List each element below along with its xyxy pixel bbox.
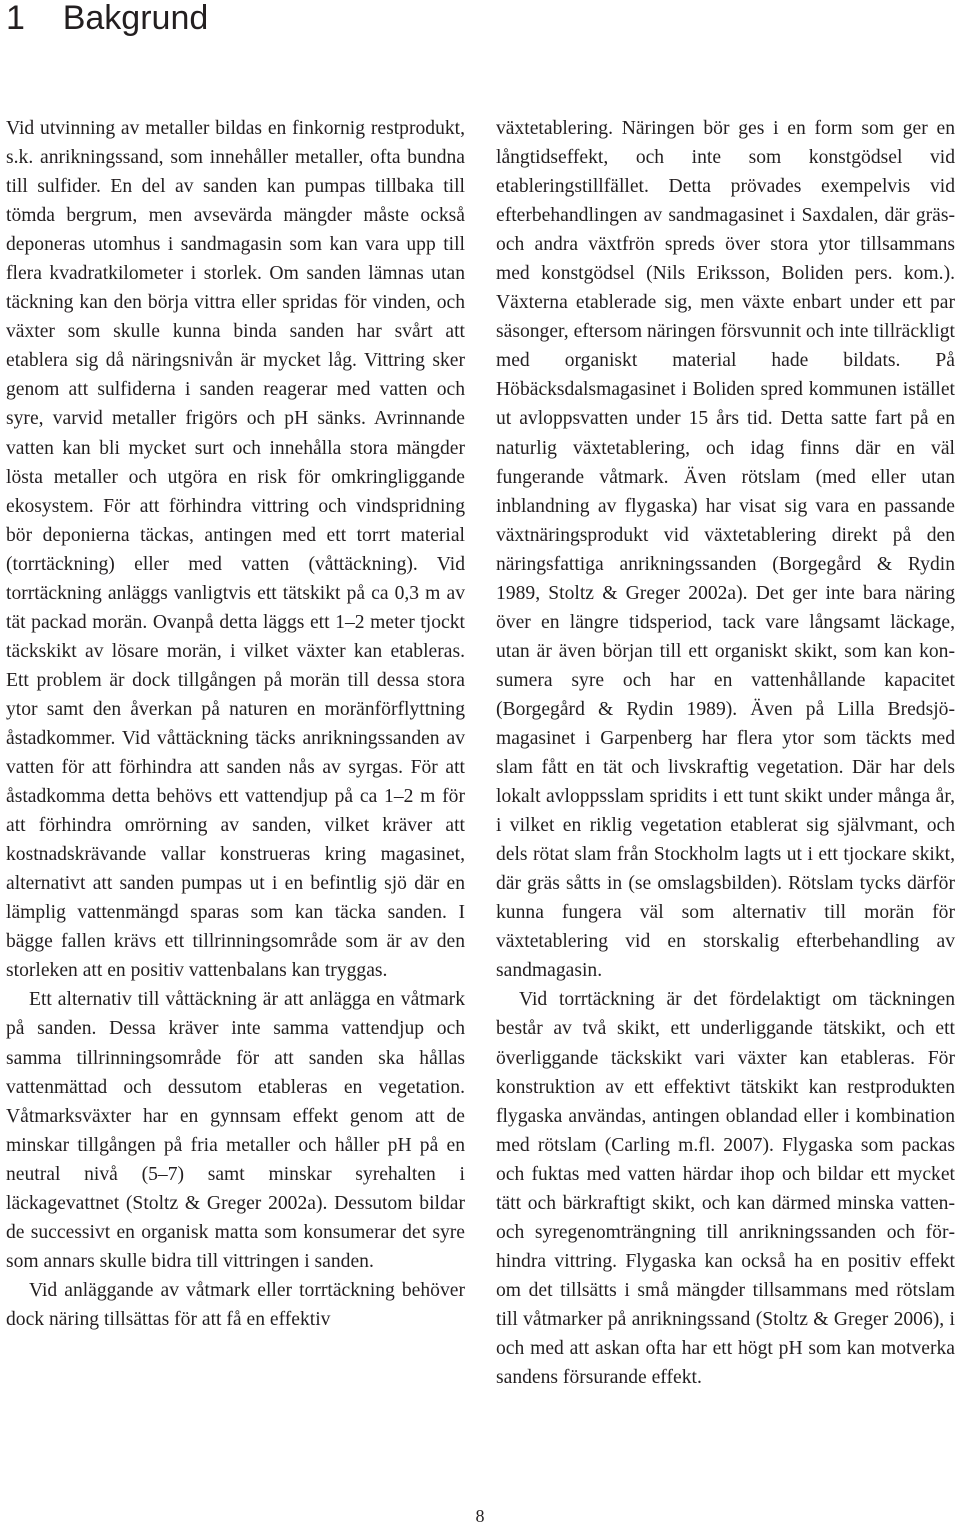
paragraph: växtetablering. Näringen bör ges i en form som ger en långtidseffekt, och inte som konstgödsel vid etableringstillfället. Detta prövades exempelvis vid efterbehandlingen av sandmagasinet i Saxdalen, där gräs- och andra växtfrön spreds över stora ytor tillsammans med konstgödsel (Nils Eriksson, Boliden pers. kom.). Växterna etablerade sig, men växte enbart under ett par säsonger, eftersom näringen försvunnit och inte tillräckligt med organiskt material hade bildats. På Höbäcksdalsmagasinet i Boliden spred kommunen istället ut avloppsvatten under 15 års tid. Detta satte fart på en naturlig växtetablering, och idag finns där en väl fungerande våtmark. Även rötslam (med eller utan inblandning av flygaska) har visat sig vara en passande växtnäringsprodukt vid växtetablering direkt på den näringsfattiga anrikningssanden (Borgegård & Rydin 1989, Stoltz & Greger 2002a). Det ger inte bara näring över en längre tidsperiod, tack vare långsamt läckage, utan är även början till ett organiskt skikt, som kan konsumera syre och har en vattenhållande kapacitet (Borgegård & Rydin 1989). Även på Lilla Bredsjömagasinet i Garpenberg har flera ytor som täckts med slam fått en tät och livskraftig vegetation. Där har dels lokalt avloppsslam spridits i ett tunt skikt under många år, i vilket en riklig vegetation etablerat sig självmant, och dels rötat slam från Stockholm lagts ut i ett tjockare skikt, där gräs såtts in (se omslagsbilden). Rötslam tycks därför kunna fungera väl som alternativ till morän för växtetablering vid en storskalig efterbehandling av sandmagasin. [496,118,955,982]
paragraph: Vid utvinning av metaller bildas en finkornig restprodukt, s.k. anrikningssand, som innehåller metaller, ofta bundna till sulfider. En del av sanden kan pumpas tillbaka till tömda bergrum, men avsevärda mängder måste också deponeras utomhus i sandmagasin som kan vara upp till flera kvadratkilometer i storlek. Om sanden lämnas utan täckning kan den börja vittra eller spridas för vinden, och växter som skulle kunna binda sanden har svårt att etablera sig då näringsnivån är mycket låg. Vittring sker genom att sulfiderna i sanden reagerar med vatten och syre, varvid metaller frigörs och pH sänks. Avrinnande vatten kan bli mycket surt och innehålla stora mängder lösta metaller och utgöra en risk för omkringliggande ekosystem. För att förhindra vittring och vindspridning bör deponierna täckas, antingen med ett torrt material (torrtäckning) eller med vatten (våttäckning). Vid torrtäckning anläggs vanligtvis ett tätskikt på ca 0,3 m av tät packad morän. Ovanpå detta läggs ett 1–2 meter tjockt täckskikt av lösare morän, i vilket växter kan etableras. Ett problem är dock tillgången på morän till dessa stora ytor samt den åverkan på naturen en moränförflyttning åstadkommer. Vid våttäckning täcks anrikningssanden av vatten för att förhindra att sanden nås av syrgas. För att åstadkomma detta behövs ett vattendjup på ca 1–2 m för att förhindra omrörning av sanden, vilket kräver att kostnadskrävande vallar konstrueras kring magasinet, alternativt att sanden pumpas ut i en befintlig sjö där en lämplig vattenmängd sparas som kan täcka sanden. I bägge fallen krävs ett tillrinningsområde som är av den storleken att en positiv vattenbalans kan tryggas. [6,118,465,982]
section-title: Bakgrund [62,0,209,37]
paragraph: Vid torrtäckning är det fördelaktigt om täckningen består av två skikt, ett underliggande tätskikt, och ett överliggande täckskikt vari växter kan etableras. För konstruktion av ett effektivt tätskikt kan restprodukten flygaska användas, antingen oblandad eller i kombination med rötslam (Carling m.fl. 2007). Flygaska som packas och fuktas med vatten härdar ihop och bildar ett mycket tätt och bärkraftigt skikt, och kan därmed minska vatten- och syregenomträngning till anrikningssanden och förhindra vittring. Flygaska kan också ha en positiv effekt om det tillsätts i små mängder tillsammans med rötslam till våtmarker på anrikningssand (Stoltz & Greger 2006), i och med att askan ofta har ett högt pH som kan motverka sandens försurande effekt. [496,989,955,1389]
right-column [496,114,955,1392]
paragraph: Ett alternativ till våttäckning är att anlägga en våtmark på sanden. Dessa kräver inte samma vattendjup och samma tillrinningsområde för att sanden ska hållas vattenmättad och dessutom etableras en vegetation. Våtmarksväxter har en gynnsam effekt genom att de minskar tillgången på fria metaller och håller pH på en neutral nivå (5–7) samt minskar syrehalten i läckagevattnet (Stoltz & Greger 2002a). Dessutom bildar de successivt en organisk matta som konsumerar det syre som annars skulle bidra till vittringen i sanden. [6,989,465,1272]
page-number: 8 [475,1506,485,1526]
section-heading [6,0,208,40]
paragraph: Vid anläggande av våtmark eller torrtäckning behöver dock näring tillsättas för att få en effektiv [6,1279,465,1330]
section-number: 1 [6,0,25,37]
left-column [6,114,465,1334]
